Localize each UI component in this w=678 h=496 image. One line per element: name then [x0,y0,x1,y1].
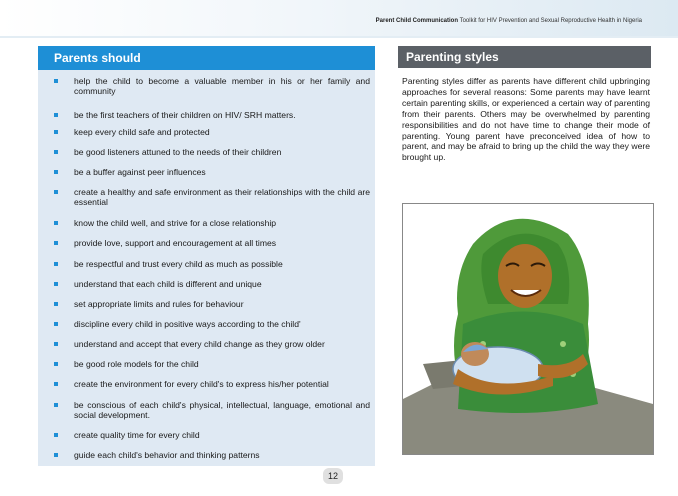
list-item-text: create a healthy and safe environment as their relationships with the child are essential [74,187,370,207]
parenting-styles-paragraph: Parenting styles differ as parents have different child upbringing approaches for several reasons: Some parents may have learnt certain parenting skills, or experienced a certain way of parenting from their parents. Others may be overwhelmed by parenting responsibilities and do not have time to change their mode of parenting. Young parent have preconceived idea of how to parent, and may be afraid to bring up the child the way they were brought up. [402,76,650,163]
running-header-bold: Parent Child Communication [375,18,458,24]
list-item-text: be good listeners attuned to the needs of their children [74,147,282,157]
bullet-square-icon [54,322,58,326]
list-item-text: guide each child's behavior and thinking patterns [74,450,260,460]
parents-should-title: Parents should [54,51,141,65]
list-item-text: provide love, support and encouragement at all times [74,238,277,248]
list-item-text: discipline every child in positive ways according to the child' [74,319,301,329]
bullet-square-icon [54,113,58,117]
parenting-styles-title-bar [398,46,651,68]
list-item-text: set appropriate limits and rules for behaviour [74,299,244,309]
bullet-square-icon [54,342,58,346]
bullet-square-icon [54,382,58,386]
list-item-text: understand and accept that every child change as they grow older [74,339,325,349]
list-item-text: be the first teachers of their children on HIV/ SRH matters. [74,110,296,120]
bullet-square-icon [54,433,58,437]
list-item-text: create quality time for every child [74,430,200,440]
bullet-square-icon [54,190,58,194]
running-header [376,18,642,24]
bullet-square-icon [54,221,58,225]
list-item-text: create the environment for every child's to express his/her potential [74,379,329,389]
bullet-square-icon [54,453,58,457]
list-item-text: be respectful and trust every child as much as possible [74,259,283,269]
list-item-text: know the child well, and strive for a close relationship [74,218,277,228]
bullet-square-icon [54,403,58,407]
bullet-square-icon [54,130,58,134]
bullet-square-icon [54,150,58,154]
bullet-square-icon [54,362,58,366]
list-item-text: understand that each child is different and unique [74,279,262,289]
mother-holding-baby-illustration [402,203,654,455]
page-number: 12 [323,468,343,484]
parents-should-title-bar [38,46,375,70]
list-item-text: be a buffer against peer influences [74,167,206,177]
bullet-square-icon [54,282,58,286]
bullet-square-icon [54,241,58,245]
list-item-text: help the child to become a valuable member in his or her family and community [74,76,370,96]
bullet-square-icon [54,170,58,174]
list-item-text: be good role models for the child [74,359,199,369]
bullet-square-icon [54,302,58,306]
parenting-styles-title: Parenting styles [406,50,499,64]
list-item-text: keep every child safe and protected [74,127,210,137]
bullet-square-icon [54,79,58,83]
list-item-text: be conscious of each child's physical, intellectual, language, emotional and social development. [74,400,370,420]
mother-holding-baby-icon [403,204,653,454]
bullet-square-icon [54,262,58,266]
running-header-rest: Toolkit for HIV Prevention and Sexual Reproductive Health in Nigeria [459,18,642,24]
parents-should-panel [38,46,375,466]
